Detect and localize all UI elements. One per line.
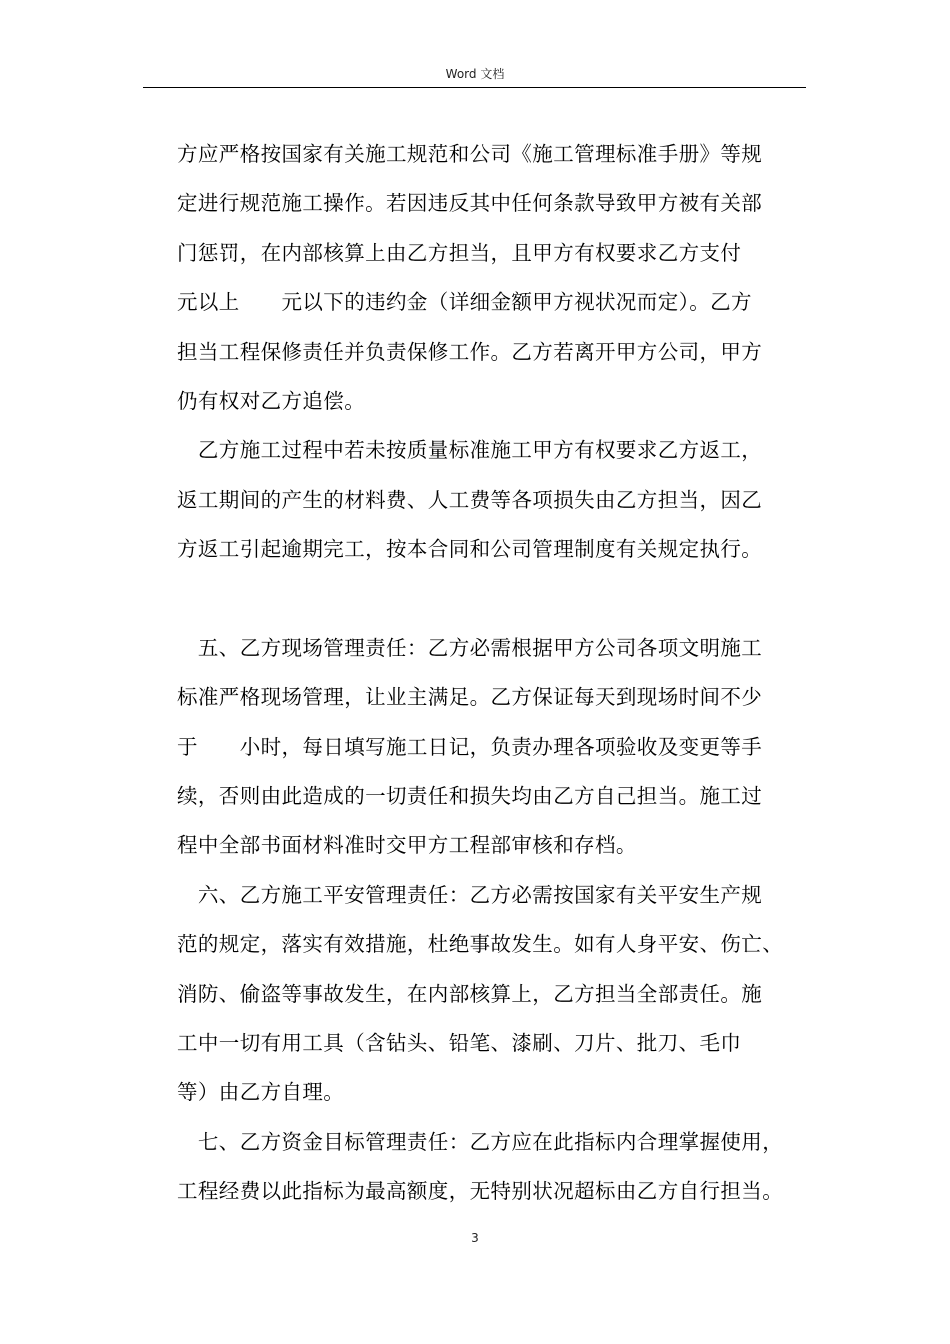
text-line: 等）由乙方自理。 [177,1080,345,1105]
document-body [177,130,817,1217]
page-header-title: Word 文档 [445,67,505,81]
text-line: 方应严格按国家有关施工规范和公司《施工管理标准手册》等规 [177,142,763,166]
text-line: 担当工程保修责任并负责保修工作。乙方若离开甲方公司，甲方 [177,339,763,364]
text-line: 程中全部书面材料准时交甲方工程部审核和存档。 [177,833,637,858]
header-divider [143,87,806,88]
text-line: 消防、偷盗等事故发生，在内部核算上，乙方担当全部责任。施 [177,981,763,1006]
text-line: 仍有权对乙方追偿。 [177,388,366,413]
page-number: 3 [471,1231,479,1245]
text-line: 工中一切有用工具（含钻头、铅笔、漆刷、刀片、批刀、毛巾 [177,1031,742,1056]
text-line: 六、乙方施工平安管理责任：乙方必需按国家有关平安生产规 [177,882,763,907]
blank-line [177,575,817,624]
text-line: 方返工引起逾期完工，按本合同和公司管理制度有关规定执行。 [177,537,763,562]
text-line: 续，否则由此造成的一切责任和损失均由乙方自己担当。施工过 [177,784,763,809]
text-line: 范的规定，落实有效措施，杜绝事故发生。如有人身平安、伤亡、 [177,932,784,957]
text-line: 元以上 元以下的违约金（详细金额甲方视状况而定）。乙方 [177,290,752,315]
text-line: 乙方施工过程中若未按质量标准施工甲方有权要求乙方返工， [177,438,763,463]
text-line: 返工期间的产生的材料费、人工费等各项损失由乙方担当，因乙 [177,487,763,512]
text-line: 标准严格现场管理，让业主满足。乙方保证每天到现场时间不少 [177,685,763,710]
text-line: 于 小时，每日填写施工日记，负责办理各项验收及变更等手 [177,734,763,759]
text-line: 五、乙方现场管理责任：乙方必需根据甲方公司各项文明施工 [177,635,763,660]
text-line: 七、乙方资金目标管理责任：乙方应在此指标内合理掌握使用， [177,1129,784,1154]
text-line: 定进行规范施工操作。若因违反其中任何条款导致甲方被有关部 [177,191,763,216]
text-line: 工程经费以此指标为最高额度，无特别状况超标由乙方自行担当。 [177,1179,784,1204]
text-line: 门惩罚，在内部核算上由乙方担当，且甲方有权要求乙方支付 [177,240,742,265]
